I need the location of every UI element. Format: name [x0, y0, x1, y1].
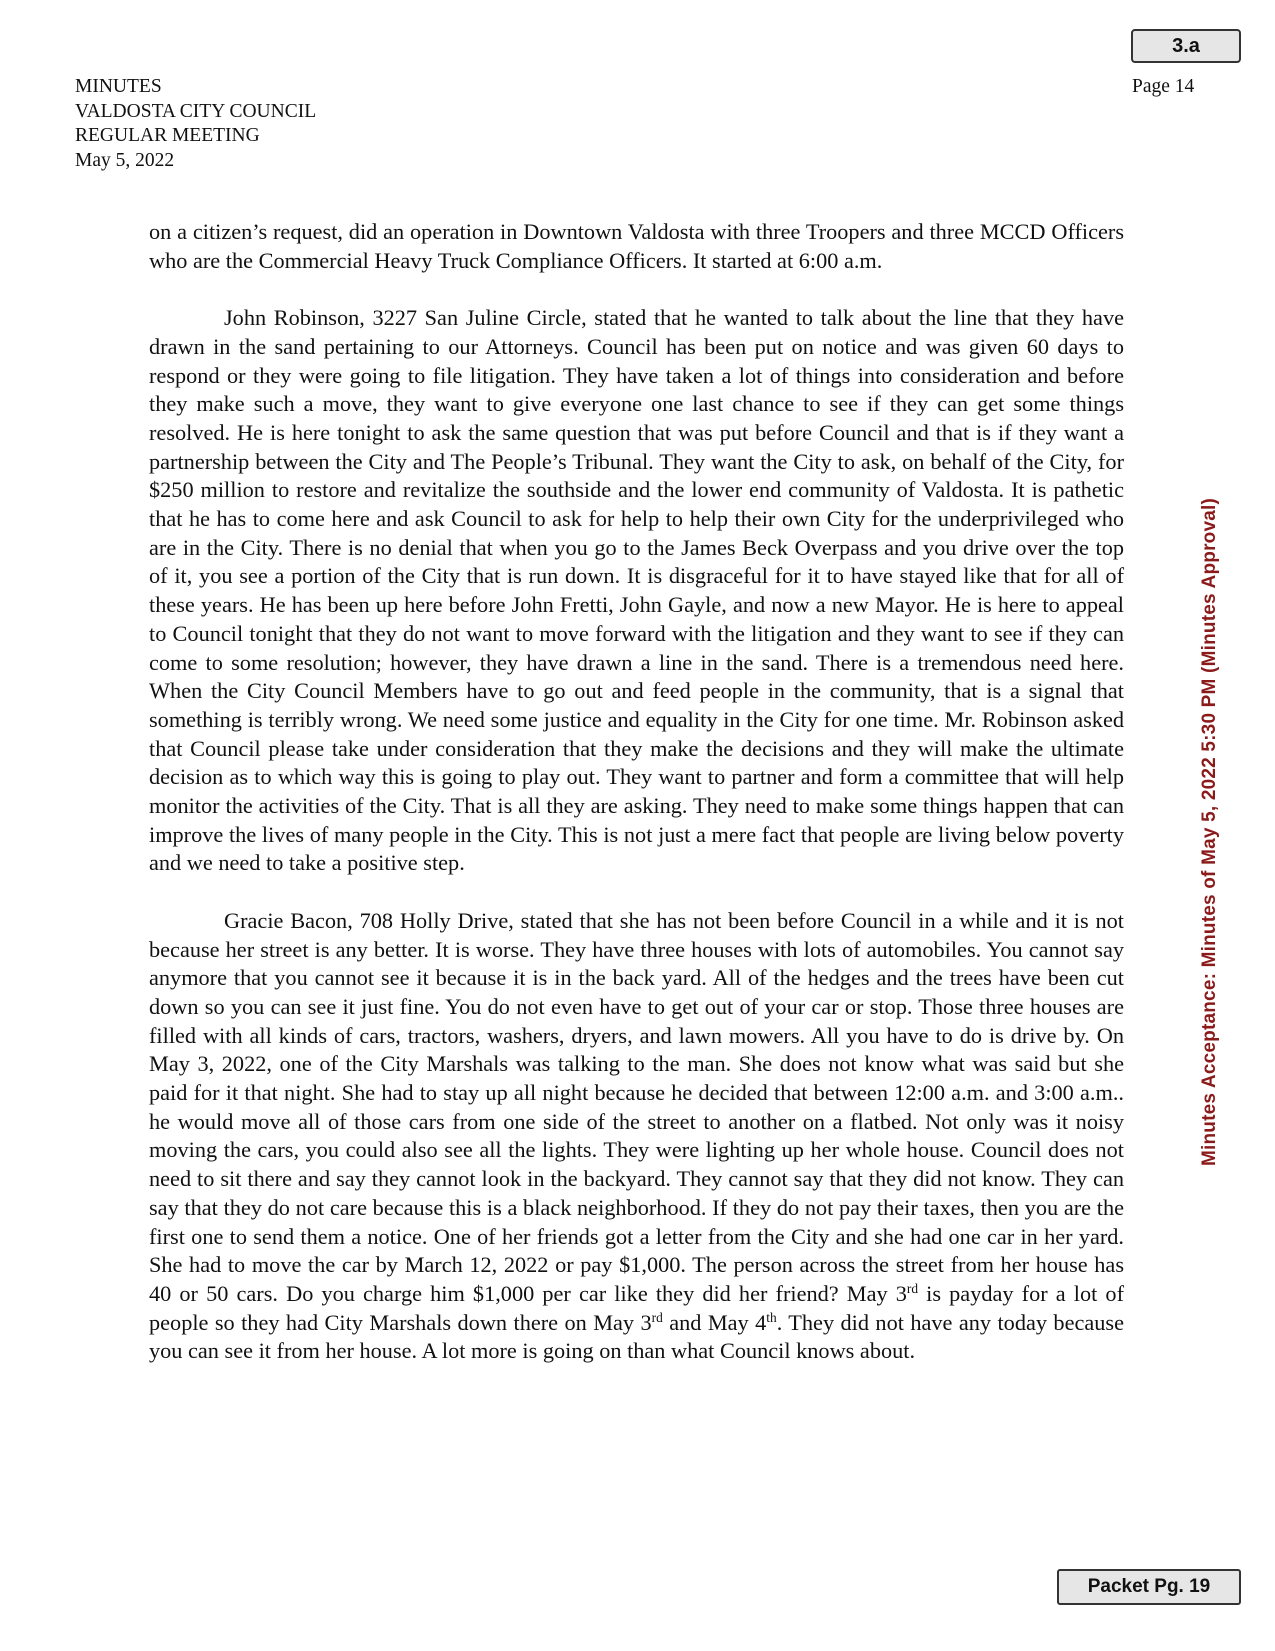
paragraph-text-part: Gracie Bacon, 708 Holly Drive, stated that she has not been before Council in a while and it is not because her street is any better. It is worse. They have three houses with lots of automobiles. You cannot say anymore that you cannot see it because it is in the back yard. All of the hedges and the trees have been cut down so you can see it just fine. You do not even have to get out of your car or stop. Those three houses are filled with all kinds of cars, tractors, washers, dryers, and lawn mowers. All you have to do is drive by. On May 3, 2022, one of the City Marshals was talking to the man. She does not know what was said but she paid for it that night. She had to stay up all night because he decided that between 12:00 a.m. and 3:00 a.m.. he would move all of those cars from one side of the street to another on a flatbed. Not only was it noisy moving the cars, you could also see all the lights. They were lighting up her whole house. Council does not need to sit there and say they cannot look in the backyard. They cannot say that they did not know. They can say that they do not care because this is a black neighborhood. If they do not pay their taxes, then you are the first one to send them a notice. One of her friends got a letter from the City and she had one car in her yard. She had to move the car by March 12, 2022 or pay $1,000. The person across the street from her house has 40 or 50 cars. Do you charge him $1,000 per car like they did her friend? May 3 — [149, 907, 1124, 1306]
ordinal-suffix: rd — [651, 1309, 663, 1325]
paragraph-continuation: on a citizen’s request, did an operation in Downtown Valdosta with three Troopers and three MCCD Officers who are the Commercial Heavy Truck Compliance Officers. It started at 6:00 a.m. — [149, 219, 1124, 273]
minutes-body — [149, 218, 1124, 1395]
paragraph-text-part: and May 4 — [662, 1309, 767, 1335]
paragraph-text-part: is payday for a lot of people so they had City Marshals down there on May 3 — [149, 1280, 1124, 1335]
paragraph-text-part: . They did not have any today because you can see it from her house. A lot more is going on than what Council knows about. — [149, 1309, 1124, 1364]
header-meeting-type: REGULAR MEETING — [75, 125, 260, 146]
minutes-header — [75, 75, 316, 173]
header-date: May 5, 2022 — [75, 149, 175, 171]
paragraph-john-robinson: John Robinson, 3227 San Juline Circle, stated that he wanted to talk about the line that they have drawn in the sand pertaining to our Attorneys. Council has been put on notice and was given 60 days to respond or they were going to file litigation. They have taken a lot of things into consideration and before they make such a move, they want to give everyone one last chance to see if they can get some things resolved. He is here tonight to ask the same question that was put before Council and that is if they want a partnership between the City and The People’s Tribunal. They want the City to ask, on behalf of the City, for $250 million to restore and revitalize the southside and the lower end community of Valdosta. It is pathetic that he has to come here and ask Council to ask for help to help their own City for the underprivileged who are in the City. There is no denial that when you go to the James Beck Overpass and you drive over the top of it, you see a portion of the City that is run down. It is disgraceful for it to have stayed like that for all of these years. He has been up here before John Fretti, John Gayle, and now a new Mayor. He is here to appeal to Council tonight that they do not want to move forward with the litigation and they want to see if they can come to some resolution; however, they have drawn a line in the sand. There is a tremendous need here. When the City Council Members have to go out and feed people in the community, that is a signal that something is terribly wrong. We need some justice and equality in the City for one time. Mr. Robinson asked that Council please take under consideration that they make the decisions and they will make the ultimate decision as to which way this is going to play out. They want to partner and form a committee that will help monitor the activities of the City. That is all they are asking. They need to make some things happen that can improve the lives of many people in the City. This is not just a mere fact that people are living below poverty and we need to take a positive step. — [149, 305, 1124, 876]
ordinal-suffix: th — [766, 1309, 777, 1325]
packet-page-label: Packet Pg. 19 — [1057, 1569, 1241, 1605]
header-title: MINUTES — [75, 76, 162, 97]
agenda-item-tag: 3.a — [1131, 29, 1241, 63]
page-number: Page 14 — [1132, 76, 1195, 97]
ordinal-suffix: rd — [906, 1280, 919, 1296]
paragraph-gracie-bacon — [149, 907, 1124, 1366]
header-council: VALDOSTA CITY COUNCIL — [75, 100, 317, 122]
minutes-acceptance-stamp: Minutes Acceptance: Minutes of May 5, 2022 5:30 PM (Minutes Approval) — [1199, 497, 1220, 1167]
